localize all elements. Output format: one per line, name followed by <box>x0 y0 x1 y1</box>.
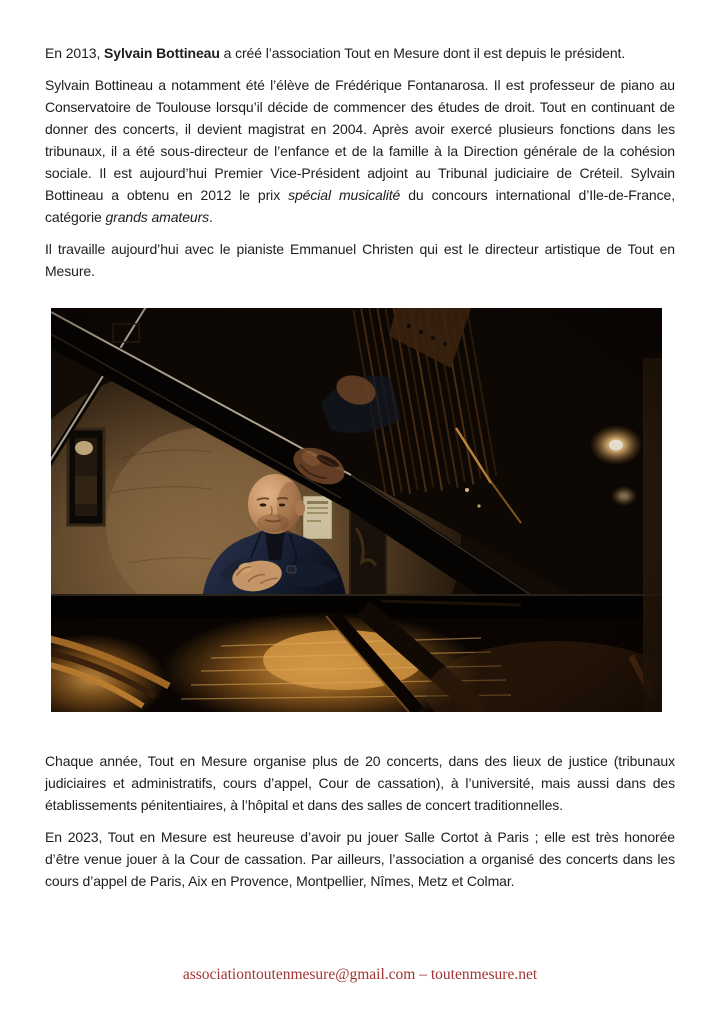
paragraph-2023: En 2023, Tout en Mesure est heureuse d’avoir pu jouer Salle Cortot à Paris ; elle est très honorée d’être venue jouer à la Cour de cassation. Par ailleurs, l’association a organisé des concerts dans les cours d’appel de Paris, Aix en Provence, Montpellier, Nîmes, Metz et Colmar. <box>45 829 675 889</box>
biography-text-3: . <box>209 209 213 225</box>
category-name-italic: grands amateurs <box>105 209 210 225</box>
person-name-bold: Sylvain Bottineau <box>104 45 220 61</box>
paragraph-pianist: Il travaille aujourd’hui avec le pianiste Emmanuel Christen qui est le directeur artistique de Tout en Mesure. <box>45 241 675 279</box>
intro-suffix: a créé l’association Tout en Mesure dont il est depuis le président. <box>219 45 626 61</box>
intro-prefix: En 2013, <box>45 45 105 61</box>
biography-text-2: du concours international d’Ile-de-France, catégorie <box>45 187 675 225</box>
prize-name-italic: spécial musicalité <box>288 187 401 203</box>
website-link[interactable]: toutenmesure.net <box>430 966 538 983</box>
footer-separator: – <box>415 966 431 983</box>
email-link[interactable]: associationtoutenmesure@gmail.com <box>182 966 416 983</box>
biography-text-1: Sylvain Bottineau a notamment été l’élève de Frédérique Fontanarosa. Il est professeur de piano au Conservatoire de Toulouse lorsqu’il décide de commencer des études de droit. Tout en continuant de donner des concerts, il devient magistrat en 2004. Après avoir exercé plusieurs fonctions dans les tribunaux, il a été sous-directeur de l’enfance et de la famille à la Direction générale de la cohésion sociale. Il est aujourd’hui Premier Vice-Président adjoint au Tribunal judiciaire de Créteil. Sylvain Bottineau a obtenu en 2012 le prix <box>45 77 675 203</box>
photo-pianist-at-piano <box>51 308 662 712</box>
paragraph-intro <box>45 42 675 64</box>
vignette-overlay <box>51 308 662 712</box>
paragraph-concerts: Chaque année, Tout en Mesure organise plus de 20 concerts, dans des lieux de justice (tribunaux judiciaires et administratifs, cours d’appel, Cour de cassation), à l’université, mais aussi dans des établissements pénitentiaires, à l’hôpital et dans des salles de concert traditionnelles. <box>45 753 675 813</box>
piano-photo-graphic <box>51 308 662 712</box>
footer <box>0 966 720 984</box>
paragraph-biography <box>45 74 675 228</box>
